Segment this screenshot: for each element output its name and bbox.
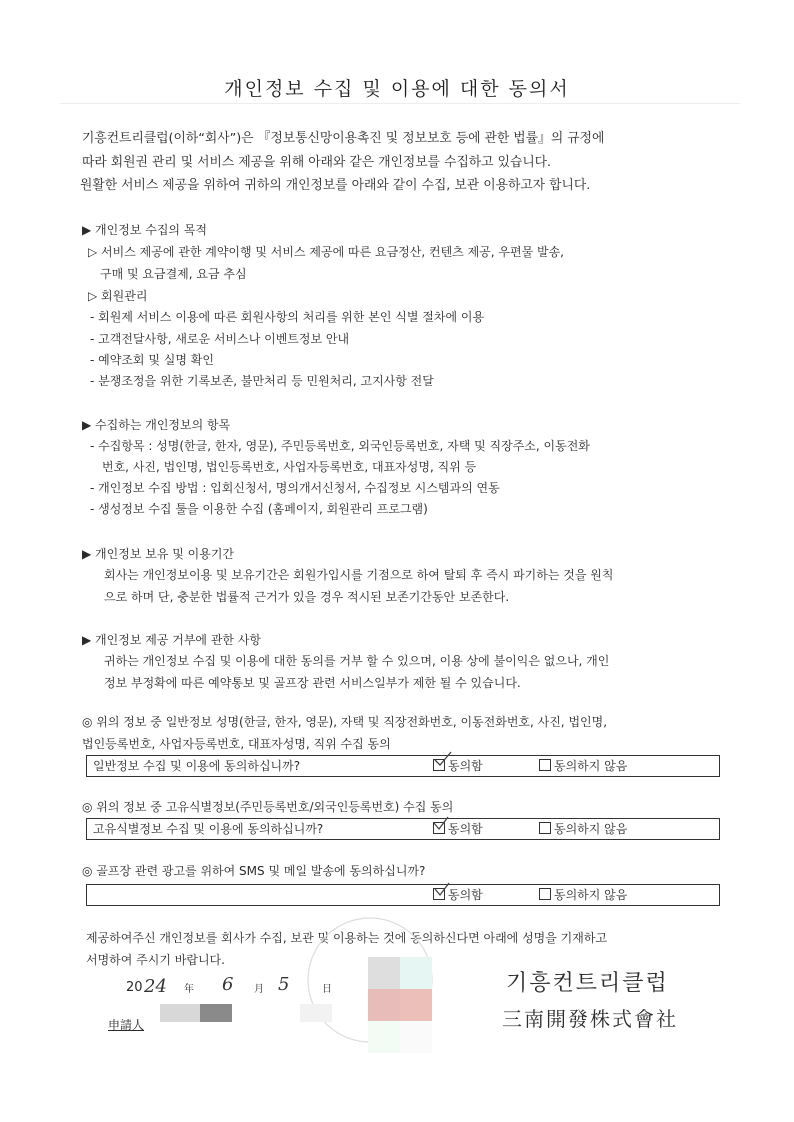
consent3-line-1: ◎ 골프장 관련 광고를 위하여 SMS 및 메일 발송에 동의하십니까? bbox=[82, 864, 426, 878]
consent1-box bbox=[86, 755, 720, 777]
items-line-2: 번호, 사진, 법인명, 법인등록번호, 사업자등록번호, 대표자성명, 직위 등 bbox=[102, 460, 477, 474]
signature-date bbox=[126, 976, 346, 1002]
consent3-box bbox=[86, 884, 720, 906]
disagree-checkbox-icon[interactable] bbox=[539, 759, 551, 771]
date-month-handwritten: 6 bbox=[222, 974, 234, 995]
items-line-1: - 수집항목 : 성명(한글, 한자, 영문), 주민등록번호, 외국인등록번호, 자택 및 직장주소, 이동전화 bbox=[90, 439, 590, 453]
consent1-line-2: 법인등록번호, 사업자등록번호, 대표자성명, 직위 수집 동의 bbox=[82, 737, 391, 751]
intro-line-2: 따라 회원권 관리 및 서비스 제공을 위해 아래와 같은 개인정보를 수집하고 있습니다. bbox=[82, 155, 552, 170]
redacted-seal bbox=[368, 957, 432, 1053]
section-retention-heading: ▶ 개인정보 보유 및 이용기간 bbox=[82, 547, 234, 561]
consent1-checkmark-icon bbox=[432, 750, 454, 768]
consent2-question: 고유식별정보 수집 및 이용에 동의하십니까? bbox=[93, 822, 324, 836]
consent1-line-1: ◎ 위의 정보 중 일반정보 성명(한글, 한자, 영문), 자택 및 직장전화번호, 이동전화번호, 사진, 법인명, bbox=[82, 715, 608, 729]
consent2-agree-option[interactable]: 동의함 bbox=[433, 820, 483, 837]
date-day-label: 日 bbox=[322, 984, 332, 995]
consent1-disagree-option[interactable]: 동의하지 않음 bbox=[539, 757, 627, 774]
date-day-handwritten: 5 bbox=[278, 974, 290, 995]
purpose-line-3: ▷ 회원관리 bbox=[88, 289, 148, 303]
redacted-mark bbox=[300, 1004, 332, 1022]
disagree-checkbox-icon[interactable] bbox=[539, 822, 551, 834]
date-month-label: 月 bbox=[254, 984, 264, 995]
date-prefix: 20 bbox=[126, 980, 143, 995]
consent2-box bbox=[86, 818, 720, 840]
consent2-line-1: ◎ 위의 정보 중 고유식별정보(주민등록번호/외국인등록번호) 수집 동의 bbox=[82, 800, 454, 814]
section-purpose-heading: ▶ 개인정보 수집의 목적 bbox=[82, 223, 208, 237]
company-name-hanja: 三南開發株式會社 bbox=[502, 1007, 678, 1031]
purpose-line-7: - 분쟁조정을 위한 기록보존, 불만처리 등 민원처리, 고지사항 전달 bbox=[90, 374, 434, 388]
refusal-line-2: 정보 부정확에 따른 예약통보 및 골프장 관련 서비스일부가 제한 될 수 있습니다. bbox=[104, 676, 521, 690]
redacted-applicant-name bbox=[160, 1004, 200, 1022]
consent1-agree-option[interactable]: 동의함 bbox=[433, 757, 483, 774]
closing-line-1: 제공하여주신 개인정보를 회사가 수집, 보관 및 이용하는 것에 동의하신다면 아래에 성명을 기재하고 bbox=[86, 931, 608, 945]
section-refusal-heading: ▶ 개인정보 제공 거부에 관한 사항 bbox=[82, 633, 261, 647]
intro-line-1: 기흥컨트리클럽(이하“회사”)은 『정보통신망이용촉진 및 정보보호 등에 관한 법률』의 규정에 bbox=[82, 131, 605, 146]
items-line-4: - 생성정보 수집 툴을 이용한 수집 (홈페이지, 회원관리 프로그램) bbox=[90, 502, 428, 516]
retention-line-2: 으로 하며 단, 충분한 법률적 근거가 있을 경우 적시된 보존기간동안 보존한다. bbox=[104, 590, 510, 604]
consent3-agree-option[interactable]: 동의함 bbox=[433, 886, 483, 903]
purpose-line-2: 구매 및 요금결제, 요금 추심 bbox=[100, 267, 247, 281]
date-year-label: 年 bbox=[184, 984, 194, 995]
purpose-line-6: - 예약조회 및 실명 확인 bbox=[90, 353, 214, 367]
consent1-question: 일반정보 수집 및 이용에 동의하십니까? bbox=[93, 759, 301, 773]
purpose-line-1: ▷ 서비스 제공에 관한 계약이행 및 서비스 제공에 따른 요금정산, 컨텐츠 제공, 우편물 발송, bbox=[88, 245, 564, 259]
date-year-handwritten: 24 bbox=[144, 976, 167, 997]
applicant-label: 申請人 bbox=[108, 1018, 145, 1032]
retention-line-1: 회사는 개인정보이용 및 보유기간은 회원가입시를 기점으로 하여 탈퇴 후 즉시 파기하는 것을 원칙 bbox=[104, 568, 614, 582]
closing-line-2: 서명하여 주시기 바랍니다. bbox=[86, 953, 225, 967]
section-items-heading: ▶ 수집하는 개인정보의 항목 bbox=[82, 418, 231, 432]
consent3-disagree-option[interactable]: 동의하지 않음 bbox=[539, 886, 627, 903]
intro-line-3: 원활한 서비스 제공을 위하여 귀하의 개인정보를 아래와 같이 수집, 보관 이용하고자 합니다. bbox=[80, 178, 591, 193]
purpose-line-4: - 회원제 서비스 이용에 따른 회원사항의 처리를 위한 본인 식별 절차에 이용 bbox=[90, 310, 485, 324]
disagree-checkbox-icon[interactable] bbox=[539, 888, 551, 900]
title-underline bbox=[60, 103, 740, 104]
purpose-line-5: - 고객전달사항, 새로운 서비스나 이벤트정보 안내 bbox=[90, 332, 350, 346]
consent2-checkmark-icon bbox=[431, 814, 453, 832]
redacted-applicant-signature bbox=[200, 1004, 232, 1022]
refusal-line-1: 귀하는 개인정보 수집 및 이용에 대한 동의를 거부 할 수 있으며, 이용 상에 불이익은 없으나, 개인 bbox=[104, 654, 610, 668]
consent3-checkmark-icon bbox=[432, 880, 454, 898]
document-title: 개인정보 수집 및 이용에 대한 동의서 bbox=[224, 78, 570, 100]
items-line-3: - 개인정보 수집 방법 : 입회신청서, 명의개서신청서, 수집정보 시스템과의 연동 bbox=[90, 481, 500, 495]
consent2-disagree-option[interactable]: 동의하지 않음 bbox=[539, 820, 627, 837]
company-name-korean: 기흥컨트리클럽 bbox=[506, 971, 669, 996]
